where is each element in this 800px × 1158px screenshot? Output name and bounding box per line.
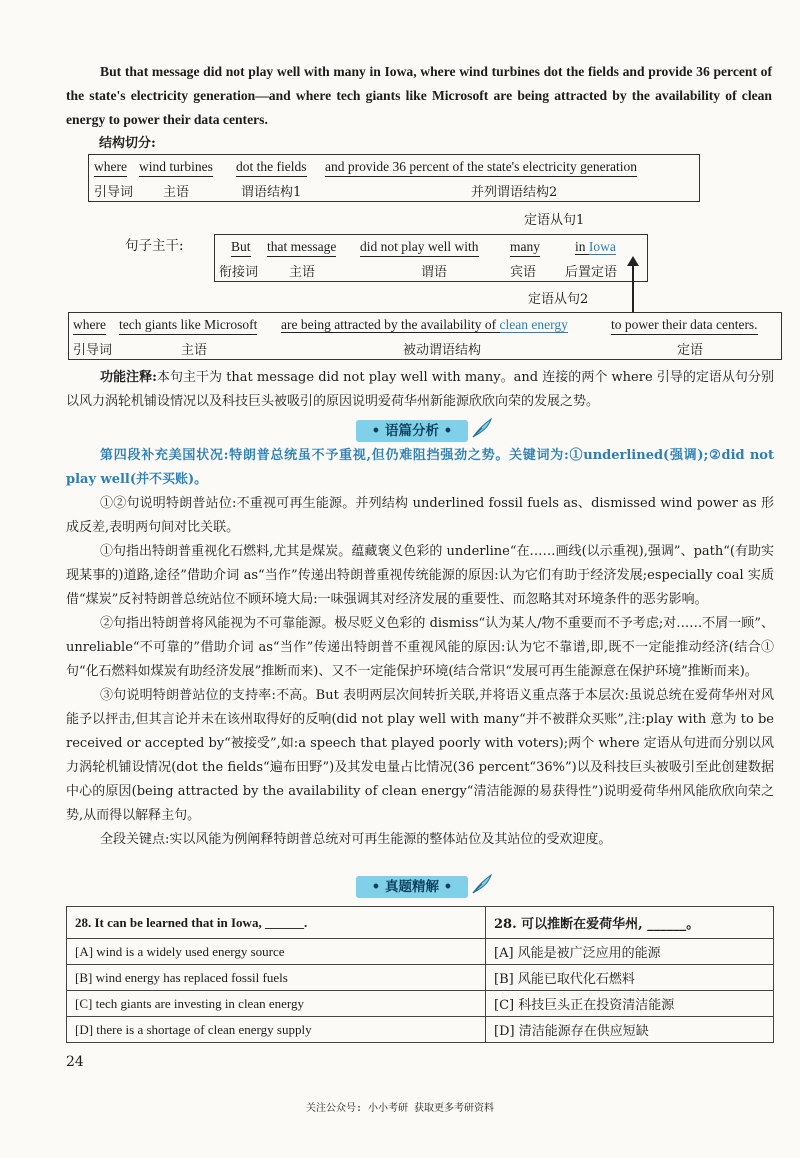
clause1-label: 主语 xyxy=(163,185,190,200)
footer-note: 关注公众号: 小小考研 获取更多考研资料 xyxy=(305,1103,495,1114)
main-clause-segment: that message xyxy=(267,239,336,257)
option-row xyxy=(67,965,774,991)
clause2-box xyxy=(68,312,782,360)
option-row xyxy=(67,991,774,1017)
option-zh: [B] 风能已取代化石燃料 xyxy=(486,965,774,991)
clause2-segment: are being attracted by the availability of clean energy xyxy=(281,317,568,332)
option-zh: [D] 清洁能源存在供应短缺 xyxy=(486,1017,774,1043)
clause2-label: 被动谓语结构 xyxy=(403,343,482,358)
option-zh: [A] 风能是被广泛应用的能源 xyxy=(486,939,774,965)
structure-title: 结构切分: xyxy=(99,136,156,151)
clause2-segment: to power their data centers. xyxy=(611,317,758,335)
main-clause-label-item: 谓语 xyxy=(421,265,448,280)
analysis-section xyxy=(66,444,774,852)
question-table xyxy=(66,906,774,1043)
main-clause-box xyxy=(214,234,648,282)
clause1-segment: where xyxy=(94,159,127,177)
option-en: [B] wind energy has replaced fossil fuels xyxy=(67,965,486,991)
analysis-paragraph: ①②句说明特朗普站位:不重视可再生能源。并列结构 underlined fossil fuels as、dismissed wind power as 形成反差,表明两句间对比关联。 xyxy=(66,496,774,535)
section-heading-analysis: • 语篇分析 • xyxy=(356,420,468,442)
function-note xyxy=(66,366,774,414)
main-clause-label-item: 主语 xyxy=(289,265,316,280)
option-row xyxy=(67,939,774,965)
clause2-segment: where xyxy=(73,317,106,335)
function-note-label: 功能注释: xyxy=(100,370,157,385)
function-note-text: 本句主干为 that message did not play well with many。and 连接的两个 where 引导的定语从句分别以风力涡轮机铺设情况以及科技巨头被吸引的原因说明爱荷华州新能源欣欣向荣的发展之势。 xyxy=(66,370,774,409)
clause1-caption: 定语从句1 xyxy=(524,213,585,228)
feather-pen-icon xyxy=(470,416,494,440)
main-clause-segment: in Iowa xyxy=(575,239,616,254)
clause1-label: 引导词 xyxy=(94,185,134,200)
feather-pen-icon xyxy=(470,872,494,896)
clause2-label: 定语 xyxy=(677,343,704,358)
option-en: [C] tech giants are investing in clean energy xyxy=(67,991,486,1017)
clause2-segment: tech giants like Microsoft xyxy=(119,317,257,335)
option-row xyxy=(67,1017,774,1043)
analysis-paragraph: ②句指出特朗普将风能视为不可靠能源。极尽贬义色彩的 dismiss“认为某人/物不重要而不予考虑;对……不屑一顾”、unreliable“不可靠的”借助介词 as“当作”传递出特朗普不重视风能的原因:认为它不靠谱,即,既不一定能推动经济(结合①句“化石燃料如煤炭有助经济发展”推断而来)、又不一定能保护环境(结合常识“发展可再生能源意在保护环境”推断而来)。 xyxy=(66,616,774,679)
clause2-label: 引导词 xyxy=(73,343,113,358)
clause1-segment: and provide 36 percent of the state's electricity generation xyxy=(325,159,637,177)
analysis-keyline: 第四段补充美国状况:特朗普总统虽不予重视,但仍难阻挡强劲之势。关键词为:①underlined(强调);②did not play well(并不买账)。 xyxy=(66,448,774,487)
main-clause-label-item: 宾语 xyxy=(510,265,537,280)
main-clause-segment: many xyxy=(510,239,540,257)
main-clause-label-item: 后置定语 xyxy=(565,265,618,280)
clause2-caption: 定语从句2 xyxy=(528,292,589,307)
question-zh: 28. 可以推断在爱荷华州, ______。 xyxy=(486,907,774,939)
analysis-paragraph: ③句说明特朗普站位的支持率:不高。But 表明两层次间转折关联,并将语义重点落于本层次:虽说总统在爱荷华州对风能予以抨击,但其言论并未在该州取得好的反响(did not play well with many“并不被群众买账”,注:play with 意为 to be received or accepted by“被接受”,如:a speech that played poorly with voters);两个 where 定语从句进而分别以风力涡轮机铺设情况(dot the fields“遍布田野”)及其发电量占比情况(36 percent“36%”)以及科技巨头被吸引至此创建数据中心的原因(being attracted by the availability of clean energy“清洁能源的易获得性”)说明爱荷华州风能欣欣向荣之势,从而得以解释主句。 xyxy=(66,688,774,823)
question-row xyxy=(67,907,774,939)
clause1-segment: wind turbines xyxy=(139,159,213,177)
connector-arrow-line xyxy=(632,262,634,312)
analysis-paragraph xyxy=(66,444,774,492)
main-clause-label: 句子主干: xyxy=(125,238,184,254)
clause2-label: 主语 xyxy=(181,343,208,358)
clause1-segment: dot the fields xyxy=(236,159,307,177)
clause1-box xyxy=(88,154,700,202)
analysis-paragraph: ①句指出特朗普重视化石燃料,尤其是煤炭。蕴藏褒义色彩的 underline“在……画线(以示重视),强调”、path“(有助实现某事的)道路,途径”借助介词 as“当作”传递出特朗普重视传统能源的原因:认为它们有助于经济发展;especially coal 实质借“煤炭”反衬特朗普总统站位不顾环境大局:一味强调其对经济发展的重要性、而忽略其对环境条件的恶劣影响。 xyxy=(66,544,774,607)
main-clause-segment: But xyxy=(231,239,251,257)
main-clause-segment: did not play well with xyxy=(360,239,479,257)
connector-arrow-head xyxy=(627,256,639,266)
clause1-label: 并列谓语结构2 xyxy=(471,185,558,200)
option-zh: [C] 科技巨头正在投资清洁能源 xyxy=(486,991,774,1017)
lead-sentence: But that message did not play well with many in Iowa, where wind turbines dot the fields and provide 36 percent of the state's electricity generation—and where tech giants like Microsoft are being attracted by the availability of clean energy to power their data centers. xyxy=(66,64,772,127)
question-en: 28. It can be learned that in Iowa, ______. xyxy=(67,907,486,939)
analysis-summary: 全段关键点:实以风能为例阐释特朗普总统对可再生能源的整体站位及其站位的受欢迎度。 xyxy=(100,832,612,847)
clause1-label: 谓语结构1 xyxy=(241,185,302,200)
main-clause-label-item: 衔接词 xyxy=(219,265,259,280)
section-heading-questions: • 真题精解 • xyxy=(356,876,468,898)
option-en: [A] wind is a widely used energy source xyxy=(67,939,486,965)
page-number: 24 xyxy=(66,1054,84,1070)
option-en: [D] there is a shortage of clean energy supply xyxy=(67,1017,486,1043)
